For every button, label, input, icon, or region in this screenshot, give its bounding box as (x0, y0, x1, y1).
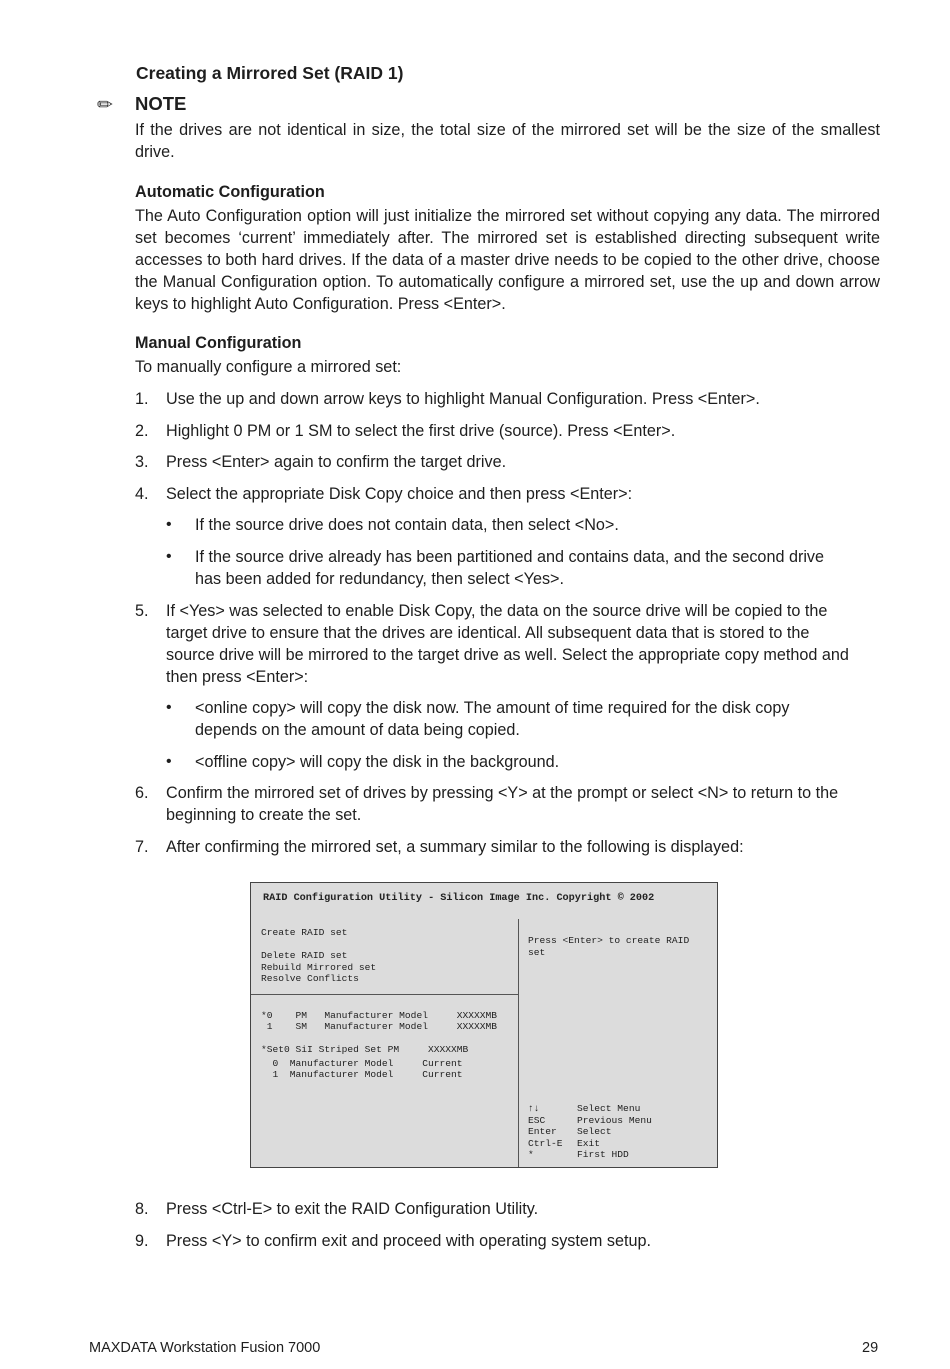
step-text: Press <Enter> again to confirm the target drive. (166, 453, 507, 471)
menu-delete-raid-set: Delete RAID set (261, 950, 348, 961)
set-header: *Set0 SiI Striped Set PM XXXXXMB (261, 1044, 469, 1055)
key-action: Previous Menu (577, 1115, 652, 1126)
section-title: Creating a Mirrored Set (RAID 1) (136, 63, 404, 83)
drive-row: *0 PM Manufacturer Model XXXXXMB (261, 1010, 498, 1021)
bullet-text: If the source drive already has been partitioned and contains data, and the second drive has been added for redundancy, then select <Yes>. (195, 548, 825, 588)
bullet-text: <online copy> will copy the disk now. The amount of time required for the disk copy depends on the amount of data being copied. (195, 699, 790, 739)
drive-row: 1 SM Manufacturer Model XXXXXMB (261, 1021, 498, 1032)
step-text: If <Yes> was selected to enable Disk Copy, the data on the source drive will be copied to the target drive to ensure that the drives are identical. All subsequent data that is stored to the source drive will be mirrored to the target drive as well. Select the appropriate copy method and then press <Enter>: (166, 602, 849, 686)
key-name: ESC (528, 1115, 546, 1126)
key-action: First HDD (577, 1149, 629, 1160)
step-number: 7. (135, 838, 149, 856)
key-name: ↑↓ (528, 1103, 540, 1114)
step-number: 2. (135, 422, 149, 440)
step-text: Press <Ctrl-E> to exit the RAID Configuration Utility. (166, 1200, 539, 1218)
menu-rebuild-mirrored-set: Rebuild Mirrored set (261, 962, 377, 973)
set-member-row: 1 Manufacturer Model Current (261, 1069, 463, 1080)
menu-resolve-conflicts: Resolve Conflicts (261, 973, 359, 984)
key-action: Select (577, 1126, 612, 1137)
raid-utility-screen (250, 882, 718, 1168)
auto-config-text: The Auto Configuration option will just initialize the mirrored set without copying any data. The mirrored set becomes ‘current’ immediately after. The mirrored set is established directing subsequent write accesses to both hard drives. If the data of a master drive needs to be copied to the other drive, choose the Manual Configuration option. To automatically configure a mirrored set, use the up and down arrow keys to highlight Auto Configuration. Press <Enter>. (135, 207, 880, 313)
step-text: Select the appropriate Disk Copy choice and then press <Enter>: (166, 485, 633, 503)
page-number: 29 (862, 1340, 879, 1356)
key-name: * (528, 1149, 534, 1160)
step-number: 8. (135, 1200, 149, 1218)
key-action: Exit (577, 1138, 601, 1149)
step-text: Confirm the mirrored set of drives by pressing <Y> at the prompt or select <N> to return to the beginning to create the set. (166, 784, 839, 824)
pencil-icon: ✏ (97, 95, 113, 116)
step-number: 1. (135, 390, 149, 408)
step-text: Highlight 0 PM or 1 SM to select the first drive (source). Press <Enter>. (166, 422, 676, 440)
screen-divider-vertical (518, 919, 519, 1167)
bullet-icon: • (166, 548, 172, 565)
key-name: Enter (528, 1126, 557, 1137)
screen-divider-horizontal (251, 994, 519, 995)
step-number: 4. (135, 485, 149, 503)
step-number: 9. (135, 1232, 149, 1250)
step-text: Use the up and down arrow keys to highlight Manual Configuration. Press <Enter>. (166, 390, 760, 408)
screen-hint: Press <Enter> to create RAID set (528, 935, 690, 958)
screen-title: RAID Configuration Utility - Silicon Image Inc. Copyright © 2002 (263, 893, 655, 904)
step-text: Press <Y> to confirm exit and proceed with operating system setup. (166, 1232, 651, 1250)
set-member-row: 0 Manufacturer Model Current (261, 1058, 463, 1069)
key-action: Select Menu (577, 1103, 641, 1114)
menu-create-raid-set: Create RAID set (261, 927, 348, 938)
manual-config-intro: To manually configure a mirrored set: (135, 358, 402, 376)
bullet-icon: • (166, 753, 172, 770)
manual-config-heading: Manual Configuration (135, 334, 302, 352)
step-number: 3. (135, 453, 149, 471)
footer-product-name: MAXDATA Workstation Fusion 7000 (89, 1340, 321, 1356)
note-text: If the drives are not identical in size, the total size of the mirrored set will be the size of the smallest drive. (135, 121, 880, 161)
note-heading: NOTE (135, 93, 187, 114)
bullet-icon: • (166, 699, 172, 716)
step-number: 5. (135, 602, 149, 620)
bullet-text: <offline copy> will copy the disk in the background. (195, 753, 560, 771)
bullet-text: If the source drive does not contain data, then select <No>. (195, 516, 619, 534)
step-number: 6. (135, 784, 149, 802)
bullet-icon: • (166, 516, 172, 533)
step-text: After confirming the mirrored set, a summary similar to the following is displayed: (166, 838, 744, 856)
auto-config-heading: Automatic Configuration (135, 183, 325, 201)
key-name: Ctrl-E (528, 1138, 563, 1149)
